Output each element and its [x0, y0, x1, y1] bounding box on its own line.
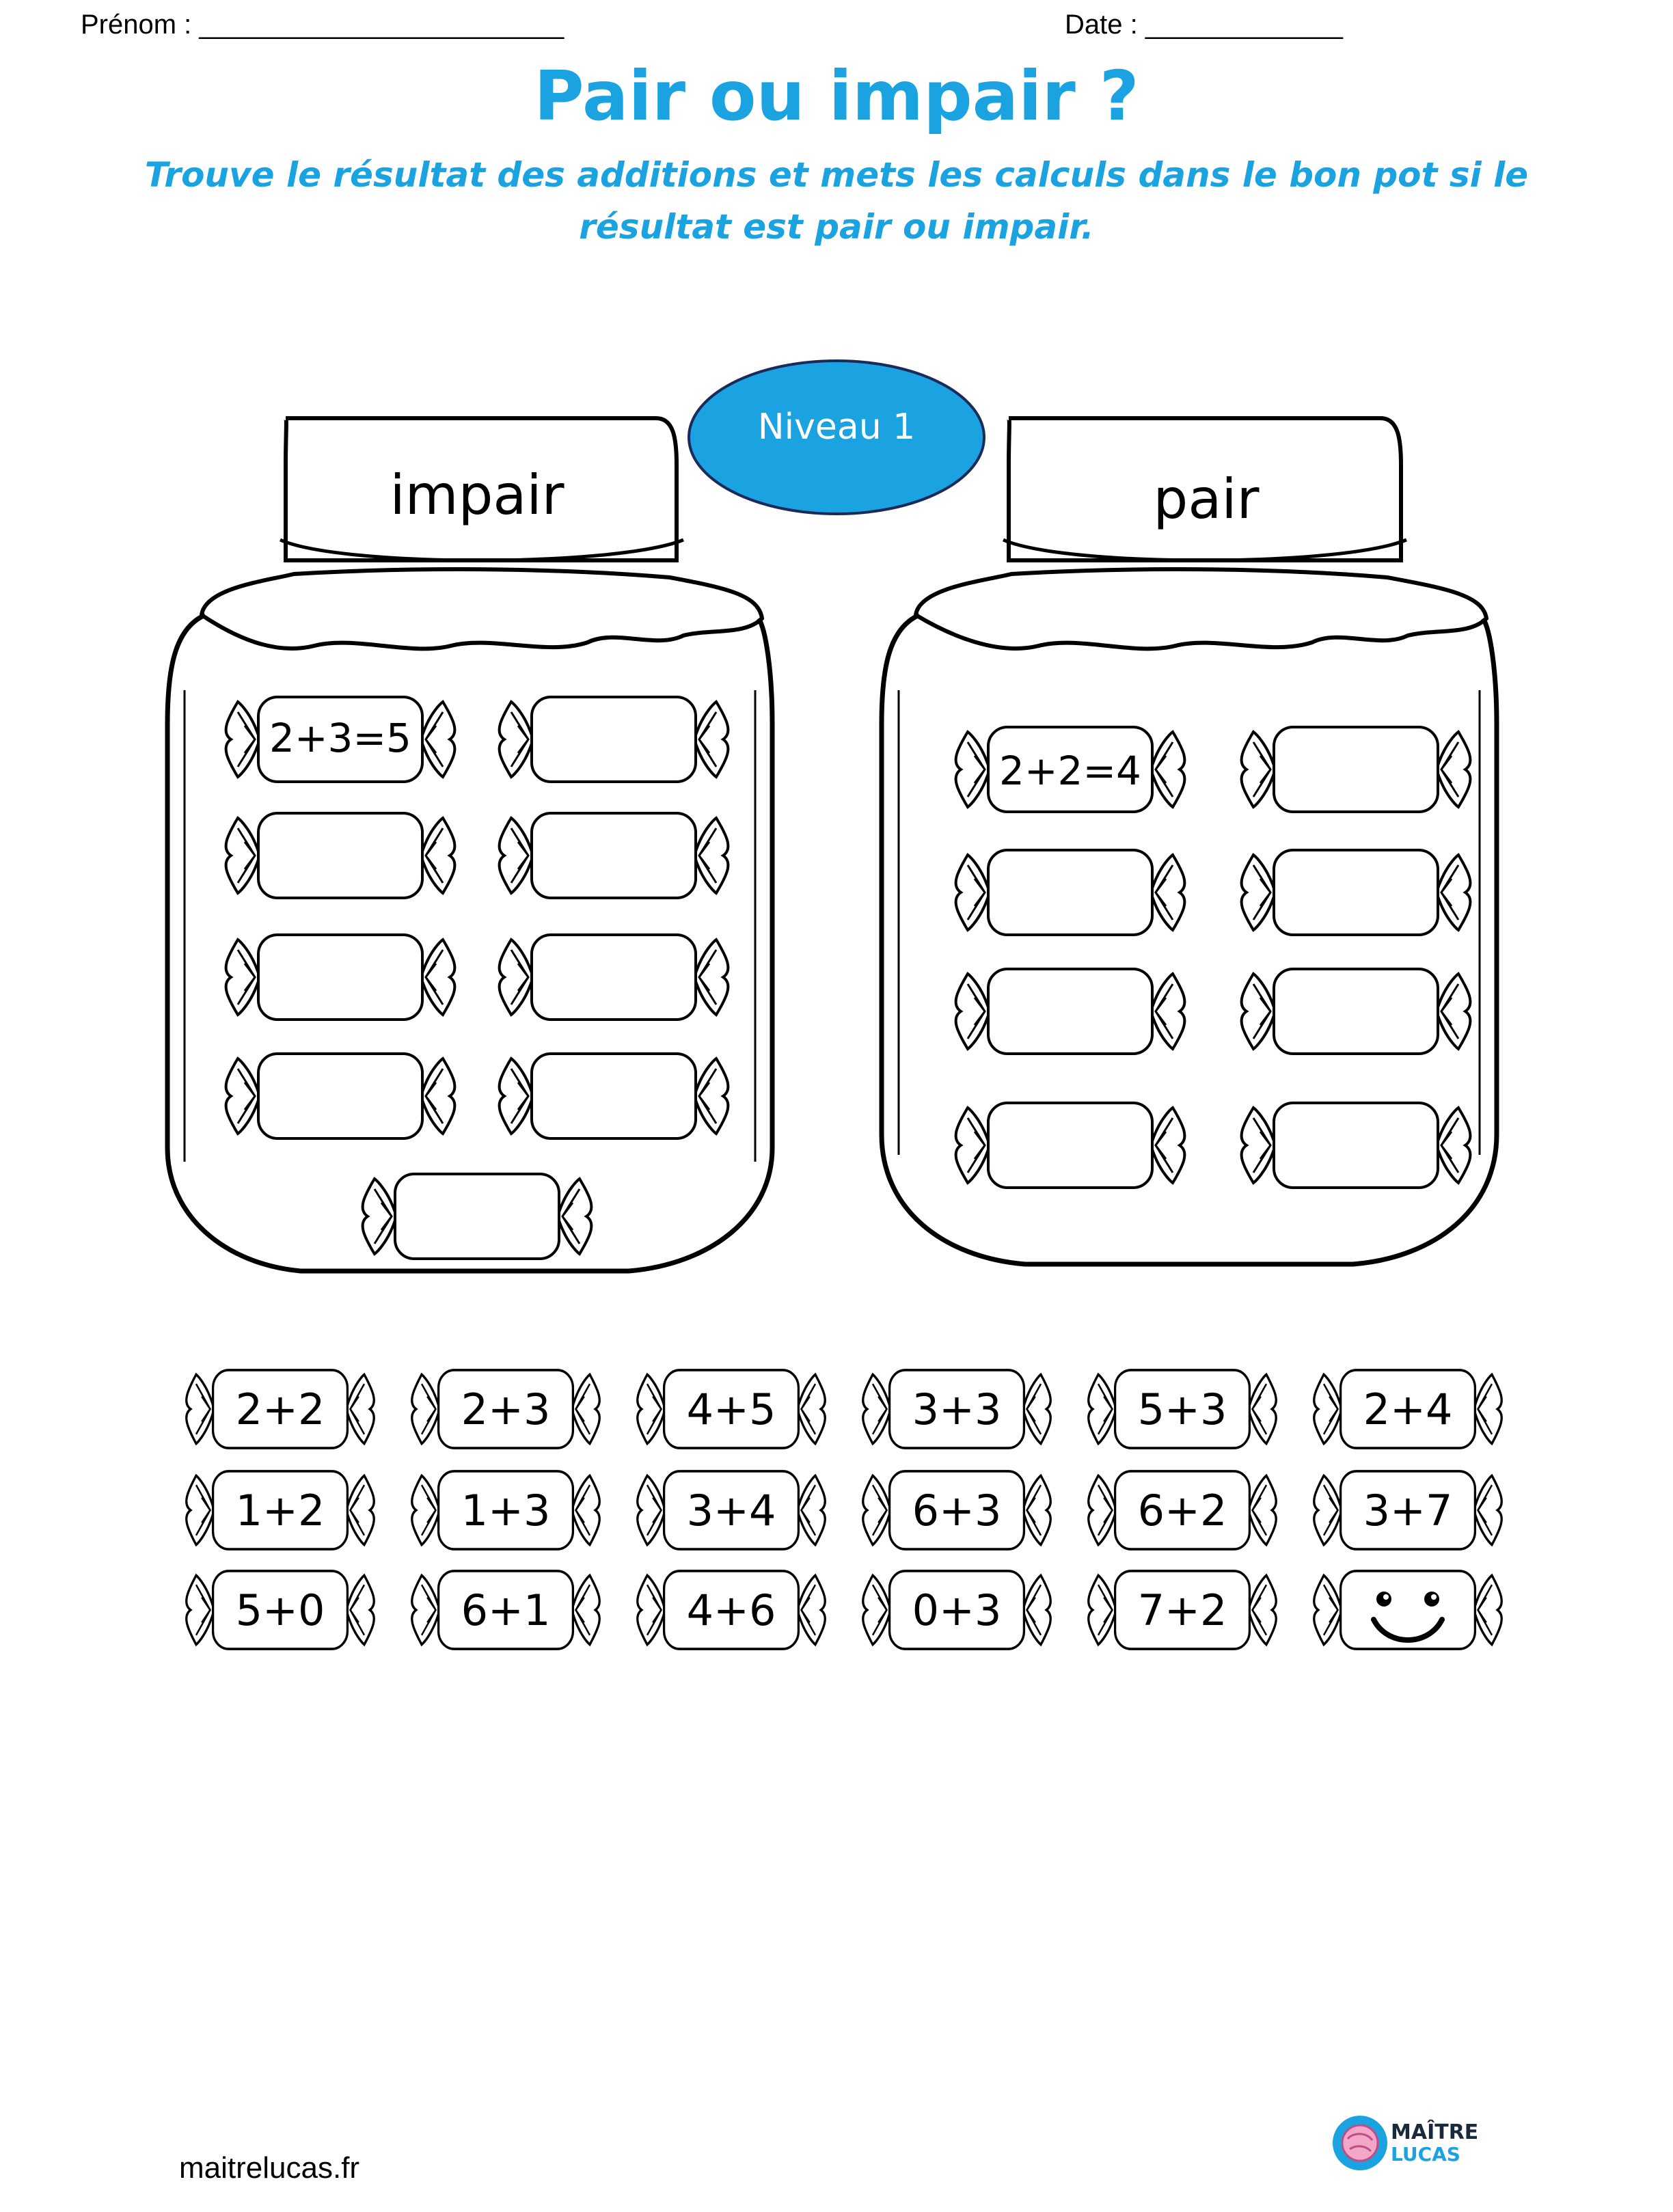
impair-slot[interactable]: [500, 813, 729, 898]
instructions-text: Trouve le résultat des additions et mets les calculs dans le bon pot si le résultat est pair ou impair.: [144, 155, 1529, 247]
prenom-field[interactable]: Prénom : ________________________: [81, 10, 565, 40]
impair-example-text: 2+3=5: [269, 715, 411, 761]
pair-slot[interactable]: [956, 1103, 1185, 1188]
jar-pair-label: pair: [1153, 467, 1260, 531]
calc-candy-label: 6+1: [461, 1585, 551, 1635]
calc-candy-label: 1+3: [461, 1486, 551, 1535]
candy-bank: [187, 1370, 1502, 1649]
level-badge-label: Niveau 1: [757, 407, 916, 448]
calc-candy-label: 5+3: [1137, 1384, 1227, 1434]
calc-candy-label: 3+7: [1363, 1486, 1453, 1535]
calc-candy-label: 3+4: [686, 1486, 776, 1535]
calc-candy-label: 2+3: [461, 1384, 551, 1434]
pair-slot[interactable]: [1242, 727, 1471, 812]
pair-slot[interactable]: [1242, 850, 1471, 935]
pair-slot[interactable]: [1242, 969, 1471, 1054]
logo-line2: LUCAS: [1391, 2143, 1460, 2166]
calc-candy-label: 0+3: [912, 1585, 1002, 1635]
impair-slot[interactable]: [226, 813, 455, 898]
impair-slot[interactable]: [500, 697, 729, 782]
impair-slot[interactable]: [500, 1054, 729, 1138]
calc-candy-label: 1+2: [235, 1486, 325, 1535]
footer-website[interactable]: maitrelucas.fr: [179, 2151, 360, 2185]
calc-candy-label: 2+2: [235, 1384, 325, 1434]
jar-impair-label: impair: [390, 463, 565, 527]
pair-slot[interactable]: [956, 850, 1185, 935]
calc-candy-label: 4+5: [686, 1384, 776, 1434]
pair-example-text: 2+2=4: [999, 748, 1141, 794]
calc-candy-label: 5+0: [235, 1585, 325, 1635]
calc-candy[interactable]: [1314, 1571, 1502, 1649]
calc-candy-label: 3+3: [912, 1384, 1002, 1434]
logo-line1: MAÎTRE: [1391, 2120, 1479, 2144]
impair-slot[interactable]: [226, 935, 455, 1020]
date-field[interactable]: Date : _____________: [1065, 10, 1344, 40]
calc-candy-label: 6+2: [1137, 1486, 1227, 1535]
page-title: Pair ou impair ?: [534, 56, 1139, 136]
calc-candy-label: 2+4: [1363, 1384, 1453, 1434]
calc-candy-label: 6+3: [912, 1486, 1002, 1535]
maitre-lucas-logo: [1333, 2116, 1478, 2170]
pair-slot[interactable]: [1242, 1103, 1471, 1188]
calc-candy-label: 4+6: [686, 1585, 776, 1635]
impair-slot[interactable]: [226, 1054, 455, 1138]
pair-slot[interactable]: [956, 969, 1185, 1054]
calc-candy-label: 7+2: [1137, 1585, 1227, 1635]
impair-slot[interactable]: [500, 935, 729, 1020]
impair-slot[interactable]: [363, 1174, 592, 1259]
